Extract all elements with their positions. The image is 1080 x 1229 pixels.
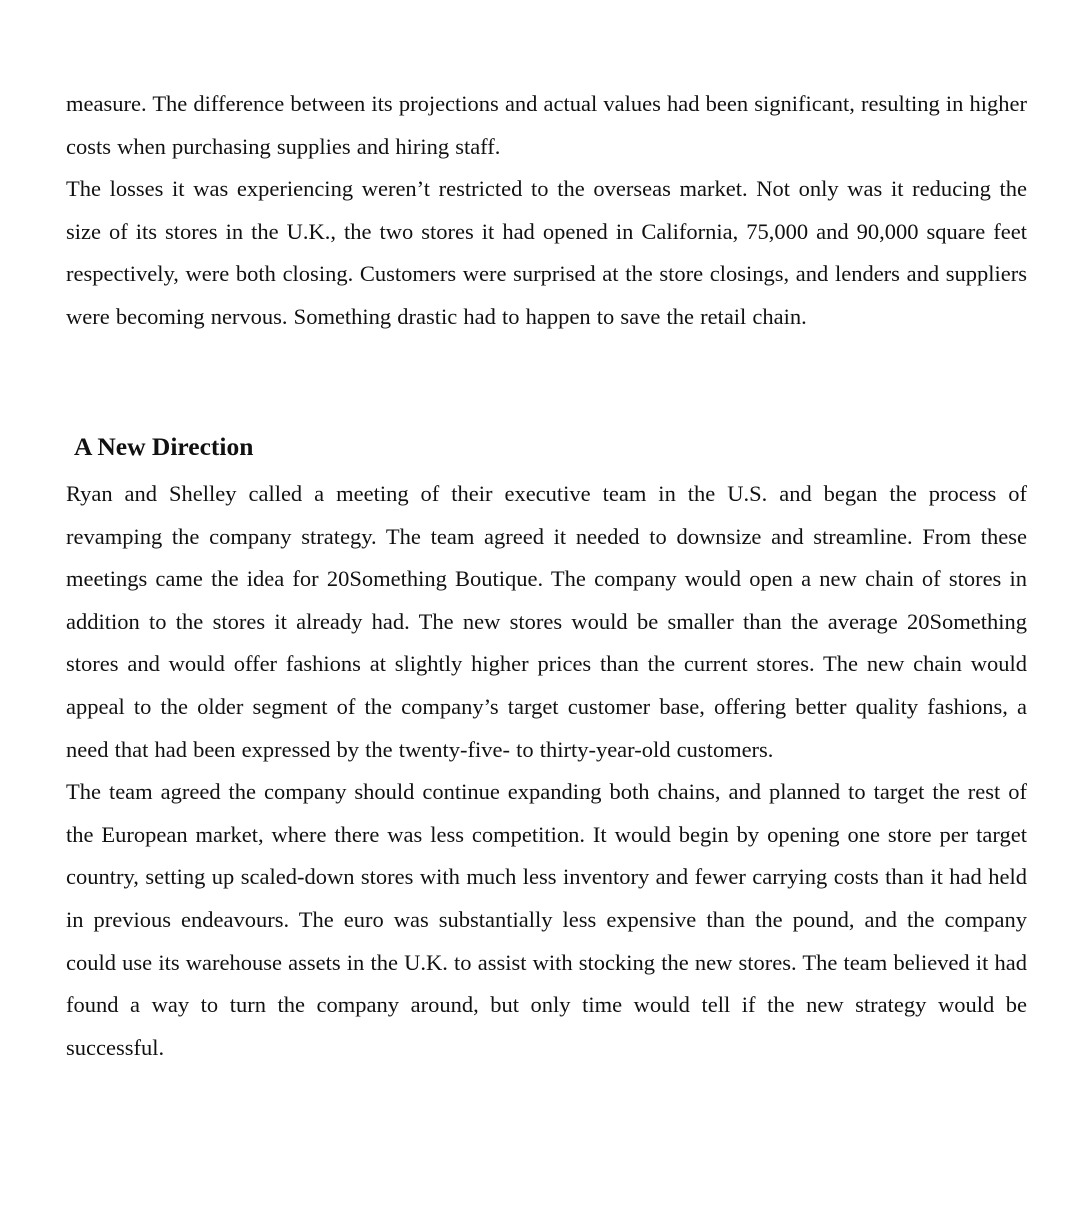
paragraph-losses: The losses it was experiencing weren’t restricted to the overseas market. Not only was it reducing the size of its stores in the U.K., the two stores it had opened in California, 75,000 and 90,000 square feet respectively, were both closing. Customers were surprised at the store closings, and lenders and suppliers were becoming nervous. Something drastic had to happen to save the retail chain. (66, 176, 1027, 329)
section-text-block (66, 473, 1027, 1069)
paragraph-continuation: measure. The difference between its projections and actual values had been significant, resulting in higher costs when purchasing supplies and hiring staff. (66, 91, 1027, 159)
paragraph-meeting: Ryan and Shelley called a meeting of their executive team in the U.S. and began the process of revamping the company strategy. The team agreed it needed to downsize and streamline. From these meetings came the idea for 20Something Boutique. The company would open a new chain of stores in addition to the stores it already had. The new stores would be smaller than the average 20Something stores and would offer fashions at slightly higher prices than the current stores. The new chain would appeal to the older segment of the company’s target customer base, offering better quality fashions, a need that had been expressed by the twenty-five- to thirty-year-old customers. (66, 481, 1027, 762)
top-text-block (66, 83, 1027, 339)
section-heading: A New Direction (74, 432, 254, 461)
paragraph-expansion: The team agreed the company should continue expanding both chains, and planned to target the rest of the European market, where there was less competition. It would begin by opening one store per target country, setting up scaled-down stores with much less inventory and fewer carrying costs than it had held in previous endeavours. The euro was substantially less expensive than the pound, and the company could use its warehouse assets in the U.K. to assist with stocking the new stores. The team believed it had found a way to turn the company around, but only time would tell if the new strategy would be successful. (66, 779, 1027, 1060)
